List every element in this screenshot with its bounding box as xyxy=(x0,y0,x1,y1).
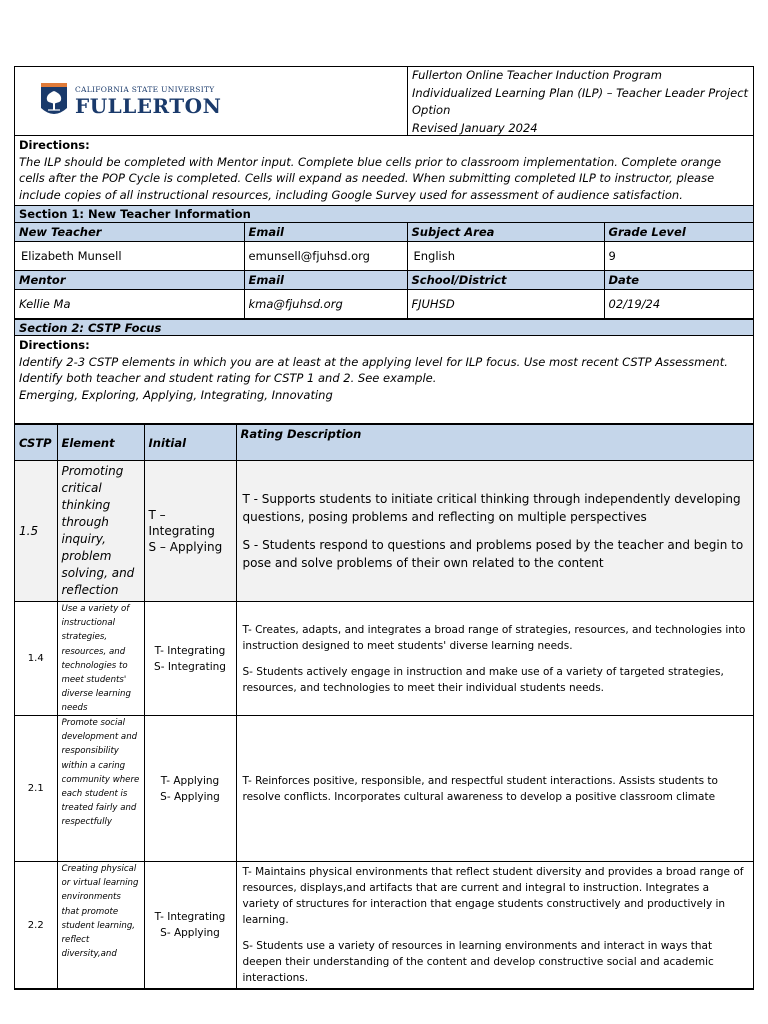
teacher-description: T- Creates, adapts, and integrates a broad range of strategies, resources, and technologies into instruction designed to meet students' diverse learning needs. xyxy=(242,623,746,652)
directions-title: Directions: xyxy=(19,138,90,152)
ilp-document xyxy=(14,66,754,990)
initial-student-rating: S- Integrating xyxy=(154,660,226,673)
col-element: Element xyxy=(57,425,144,461)
cstp-number: 2.1 xyxy=(15,716,57,862)
label-teacher-email: Email xyxy=(244,223,407,242)
rating-levels: Emerging, Exploring, Applying, Integrating, Innovating xyxy=(19,387,333,402)
plan-option: Option xyxy=(412,103,451,117)
section2-title: Section 2: CSTP Focus xyxy=(15,319,753,336)
initial-rating xyxy=(144,602,236,716)
csuf-logo xyxy=(39,82,221,120)
document-header xyxy=(15,67,753,136)
section2-directions xyxy=(15,336,753,424)
directions-text: The ILP should be completed with Mentor input. Complete blue cells prior to classroom implementation. Complete orange cells after the POP Cycle is completed. Cells will expand as needed. When submitting completed ILP to instructor, please include copies of all instructional resources, including Google Survey used for assessment of audience satisfaction. xyxy=(19,154,722,202)
table-row xyxy=(15,862,753,989)
col-cstp: CSTP xyxy=(15,425,57,461)
initial-rating xyxy=(144,716,236,862)
initial-rating xyxy=(144,862,236,989)
value-new-teacher: Elizabeth Munsell xyxy=(15,242,244,271)
initial-student-rating: S- Applying xyxy=(160,790,220,803)
table-row xyxy=(15,716,753,862)
initial-teacher-rating: T – Integrating xyxy=(148,508,215,538)
table-row xyxy=(15,602,753,716)
initial-rating xyxy=(144,461,236,602)
label-date: Date xyxy=(604,271,753,290)
plan-title: Individualized Learning Plan (ILP) – Teacher Leader Project xyxy=(412,85,749,100)
section1-title: Section 1: New Teacher Information xyxy=(15,206,753,223)
initial-student-rating: S- Applying xyxy=(160,927,220,939)
initial-teacher-rating: T- Applying xyxy=(160,774,220,787)
program-title: Fullerton Online Teacher Induction Program xyxy=(412,68,662,82)
logo-cell xyxy=(15,67,408,135)
cstp-number: 2.2 xyxy=(15,862,57,989)
label-mentor-email: Email xyxy=(244,271,407,290)
label-mentor: Mentor xyxy=(15,271,244,290)
student-description: S- Students actively engage in instruction and make use of a variety of targeted strategies, resources, and technologies to meet their individual students needs. xyxy=(242,665,724,694)
revision-date: Revised January 2024 xyxy=(412,120,538,135)
value-subject-area: English xyxy=(407,242,604,271)
teacher-description: T - Supports students to initiate critical thinking through independently developing questions, posing problems and reflecting on multiple perspectives xyxy=(242,492,741,524)
initial-teacher-rating: T- Integrating xyxy=(154,911,226,923)
initial-teacher-rating: T- Integrating xyxy=(154,644,226,657)
value-teacher-email: emunsell@fjuhsd.org xyxy=(244,242,407,271)
cstp-element: Promoting critical thinking through inquiry, problem solving, and reflection xyxy=(57,461,144,602)
col-initial: Initial xyxy=(144,425,236,461)
cstp-element: Creating physical or virtual learning environments that promote student learning, reflect diversity,and xyxy=(57,862,144,989)
student-description: S- Students use a variety of resources in learning environments and interact in ways that deepen their understanding of the content and develop constructive social and academic interactions. xyxy=(242,940,714,984)
program-info xyxy=(408,67,753,135)
label-subject-area: Subject Area xyxy=(407,223,604,242)
logo-name: FULLERTON xyxy=(75,93,222,118)
value-mentor-email: kma@fjuhsd.org xyxy=(244,290,407,319)
teacher-description: T- Reinforces positive, responsible, and respectful student interactions. Assists students to resolve conflicts. Incorporates cultural awareness to develop a positive classroom climate xyxy=(242,774,718,803)
value-grade-level: 9 xyxy=(604,242,753,271)
initial-student-rating: S – Applying xyxy=(148,540,223,554)
teacher-description: T- Maintains physical environments that reflect student diversity and provides a broad range of resources, displays,and artifacts that are current and integral to instruction. Integrates a variety of structures for interaction that engage students constructively and productively in learning. xyxy=(242,866,744,926)
label-school-district: School/District xyxy=(407,271,604,290)
new-teacher-info-table xyxy=(15,223,753,319)
rating-description xyxy=(236,716,753,862)
section2-directions-text: Identify 2-3 CSTP elements in which you are at least at the applying level for ILP focus. Use most recent CSTP Assessment. Identify both teacher and student rating for CSTP 1 and 2. See example. xyxy=(19,354,728,385)
table-row xyxy=(15,461,753,602)
cstp-number: 1.4 xyxy=(15,602,57,716)
cstp-focus-table xyxy=(15,424,753,989)
value-school-district: FJUHSD xyxy=(407,290,604,319)
value-date: 02/19/24 xyxy=(604,290,753,319)
label-grade-level: Grade Level xyxy=(604,223,753,242)
section2-directions-title: Directions: xyxy=(19,338,90,352)
cstp-element: Promote social development and responsibility within a caring community where each student is treated fairly and respectfully xyxy=(57,716,144,862)
cstp-number: 1.5 xyxy=(15,461,57,602)
rating-description xyxy=(236,862,753,989)
cstp-element: Use a variety of instructional strategies, resources, and technologies to meet students' diverse learning needs xyxy=(57,602,144,716)
student-description: S - Students respond to questions and problems posed by the teacher and begin to pose and solve problems of their own related to the content xyxy=(242,538,744,570)
col-rating-description: Rating Description xyxy=(236,425,753,461)
logo-university-line: CALIFORNIA STATE UNIVERSITY xyxy=(75,85,215,95)
label-new-teacher: New Teacher xyxy=(15,223,244,242)
csuf-seal-icon xyxy=(39,82,69,120)
rating-description xyxy=(236,602,753,716)
rating-description xyxy=(236,461,753,602)
directions-block xyxy=(15,136,753,206)
value-mentor: Kellie Ma xyxy=(15,290,244,319)
